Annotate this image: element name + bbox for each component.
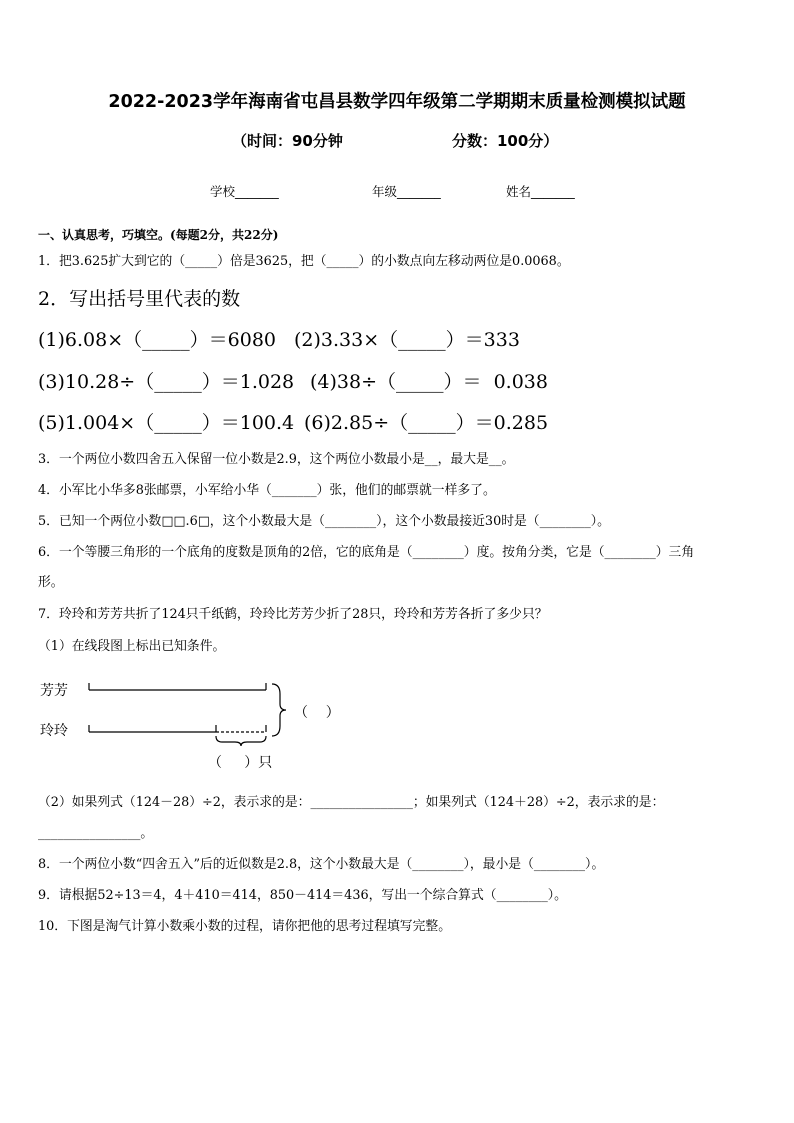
question-9: 9．请根据52÷13＝4，4＋410＝414，850－414＝436，写出一个综合算式（________）。 [38,888,567,903]
question-3: 3．一个两位小数四舍五入保留一位小数是2.9，这个两位小数最小是__，最大是__。 [38,452,515,467]
question-7-sub-2-line-1: （2）如果列式（124－28）÷2，表示求的是：________________；如果列式（124＋28）÷2，表示求的是： [38,795,665,810]
question-7: 7．玲玲和芳芳共折了124只千纸鹤，玲玲比芳芳少折了28只，玲玲和芳芳各折了多少只？ [38,607,548,622]
question-8: 8．一个两位小数“四舍五入”后的近似数是2.8，这个小数最大是（________），最小是（________）。 [38,857,605,872]
question-7-sub-1: （1）在线段图上标出已知条件。 [38,639,226,654]
label-lingling: 玲玲 [40,723,68,739]
question-4: 4．小军比小华多8张邮票，小军给小华（_______）张，他们的邮票就一样多了。 [38,483,496,498]
question-2-item-4: (4)38÷（_____）＝ 0.038 [310,371,548,393]
question-7-sub-2-line-2: ________________。 [38,826,154,841]
question-2-item-1: (1)6.08×（_____）＝6080 [38,329,276,351]
exam-time: （时间：90分钟 [232,132,343,150]
section-heading: 一、认真思考，巧填空。(每题2分，共22分) [38,228,279,242]
question-5: 5．已知一个两位小数□□.6□，这个小数最大是（________），这个小数最接近30时是（________）。 [38,514,610,529]
question-6-line-2: 形。 [38,575,64,590]
school-field[interactable]: 学校_______ [210,184,279,199]
page-title: 2022-2023学年海南省屯昌县数学四年级第二学期期末质量检测模拟试题 [108,92,686,112]
question-2-item-5: (5)1.004×（_____）＝100.4 [38,412,295,434]
total-blank[interactable]: （ ） [294,705,340,721]
question-10: 10．下图是淘气计算小数乘小数的过程，请你把他的思考过程填写完整。 [38,919,451,934]
question-2-item-3: (3)10.28÷（_____）＝1.028 [38,371,295,393]
question-2-item-6: (6)2.85÷（_____）＝0.285 [304,412,549,434]
difference-blank[interactable]: （ ）只 [208,755,273,771]
label-fangfang: 芳芳 [40,683,68,699]
question-2-title: 2．写出括号里代表的数 [38,288,241,310]
question-6-line-1: 6．一个等腰三角形的一个底角的度数是顶角的2倍，它的底角是（________）度。按角分类，它是（________）三角 [38,545,695,560]
question-1: 1．把3.625扩大到它的（_____）倍是3625，把（_____）的小数点向左移动两位是0.0068。 [38,254,570,269]
name-field[interactable]: 姓名_______ [506,184,575,199]
exam-score: 分数：100分） [452,132,559,150]
question-2-item-2: (2)3.33×（_____）＝333 [294,329,520,351]
grade-field[interactable]: 年级_______ [372,184,441,199]
line-segment-diagram [36,672,366,772]
